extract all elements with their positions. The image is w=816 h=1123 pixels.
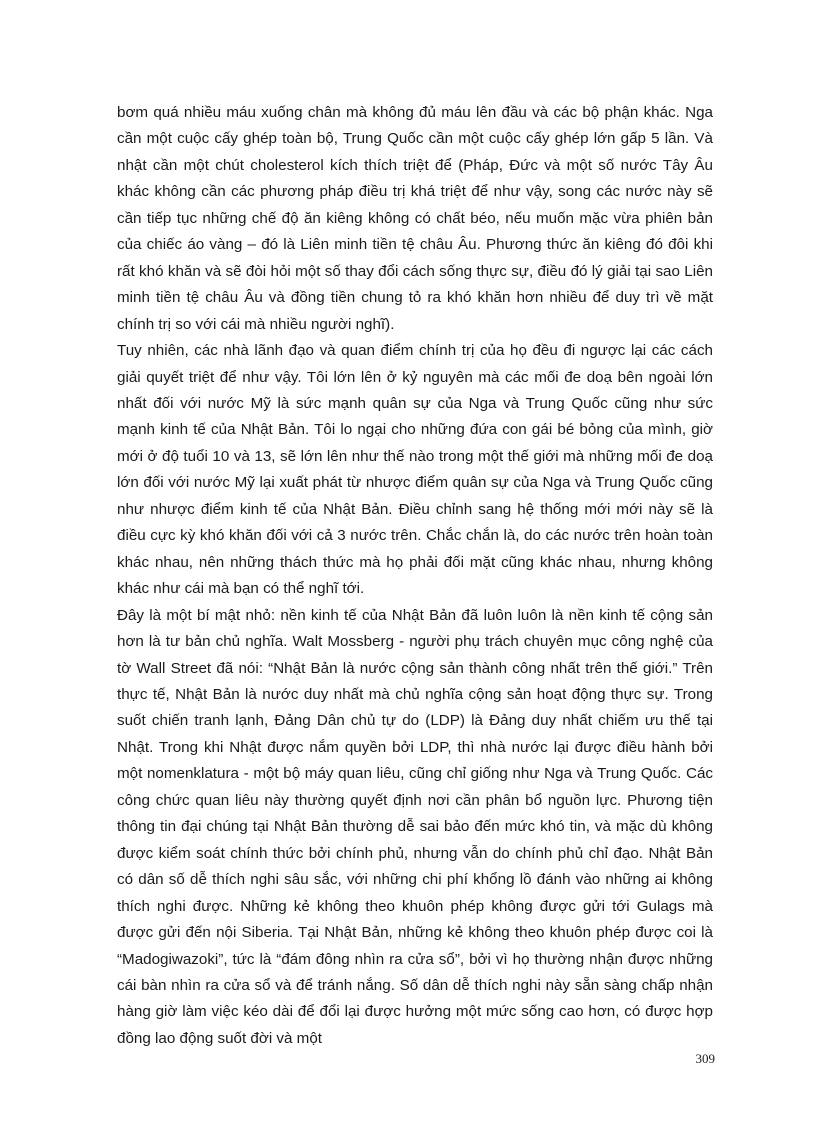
- paragraph-3: Đây là một bí mật nhỏ: nền kinh tế của Nhật Bản đã luôn luôn là nền kinh tế cộng sản hơn là tư bản chủ nghĩa. Walt Mossberg - người phụ trách chuyên mục công nghệ của tờ Wall Street đã nói: “Nhật Bản là nước cộng sản thành công nhất trên thế giới.” Trên thực tế, Nhật Bản là nước duy nhất mà chủ nghĩa cộng sản hoạt động thực sự. Trong suốt chiến tranh lạnh, Đảng Dân chủ tự do (LDP) là Đảng duy nhất chiếm ưu thế tại Nhật. Trong khi Nhật được nắm quyền bởi LDP, thì nhà nước lại được điều hành bởi một nomenklatura - một bộ máy quan liêu, cũng chỉ giống như Nga và Trung Quốc. Các công chức quan liêu này thường quyết định nơi cần phân bổ nguồn lực. Phương tiện thông tin đại chúng tại Nhật Bản thường dễ sai bảo đến mức khó tin, và mặc dù không được kiểm soát chính thức bởi chính phủ, nhưng vẫn do chính phủ chỉ đạo. Nhật Bản có dân số dễ thích nghi sâu sắc, với những chi phí khổng lồ đánh vào những ai không thích nghi được. Những kẻ không theo khuôn phép không được gửi tới Gulags mà được gửi đến nội Siberia. Tại Nhật Bản, những kẻ không theo khuôn phép được coi là “Madogiwazoki”, tức là “đám đông nhìn ra cửa sổ”, bởi vì họ thường nhận được những cái bàn nhìn ra cửa sổ và để tránh nắng. Số dân dễ thích nghi này sẵn sàng chấp nhận hàng giờ làm việc kéo dài để đổi lại được hưởng một mức sống cao hơn, có được hợp đồng lao động suốt đời và một: [117, 606, 713, 1047]
- page-number: 309: [695, 1051, 715, 1066]
- paragraph-1: bơm quá nhiều máu xuống chân mà không đủ máu lên đầu và các bộ phận khác. Nga cần một cuộc cấy ghép toàn bộ, Trung Quốc cần một cuộc cấy ghép lớn gấp 5 lần. Và nhật cần một chút cholesterol kích thích triệt để (Pháp, Đức và một số nước Tây Âu khác không cần các phương pháp điều trị khá triệt để như vậy, song các nước này sẽ cần tiếp tục những chế độ ăn kiêng không có chất béo, nếu muốn mặc vừa phiên bản của chiếc áo vàng – đó là Liên minh tiền tệ châu Âu. Phương thức ăn kiêng đó đôi khi rất khó khăn và sẽ đòi hỏi một số thay đổi cách sống thực sự, điều đó lý giải tại sao Liên minh tiền tệ châu Âu và đồng tiền chung tỏ ra khó khăn hơn nhiều để duy trì về mặt chính trị so với cái mà nhiều người nghĩ).: [117, 104, 713, 333]
- paragraph-2: Tuy nhiên, các nhà lãnh đạo và quan điểm chính trị của họ đều đi ngược lại các cách giải quyết triệt để như vậy. Tôi lớn lên ở kỷ nguyên mà các mối đe doạ bên ngoài lớn nhất đối với nước Mỹ là sức mạnh quân sự của Nga và Trung Quốc cũng như sức mạnh kinh tế của Nhật Bản. Tôi lo ngại cho những đứa con gái bé bỏng của mình, giờ mới ở độ tuổi 10 và 13, sẽ lớn lên như thế nào trong một thế giới mà những mối đe doạ lớn đối với nước Mỹ lại xuất phát từ nhược điểm quân sự của Nga và Trung Quốc cũng như nhược điểm kinh tế của Nhật Bản. Điều chỉnh sang hệ thống mới mới này sẽ là điều cực kỳ khó khăn đối với cả 3 nước trên. Chắc chắn là, do các nước trên hoàn toàn khác nhau, nên những thách thức mà họ phải đối mặt cũng khác nhau, nhưng không khác như cái mà bạn có thể nghĩ tới.: [117, 342, 713, 598]
- body-text: [117, 100, 713, 1052]
